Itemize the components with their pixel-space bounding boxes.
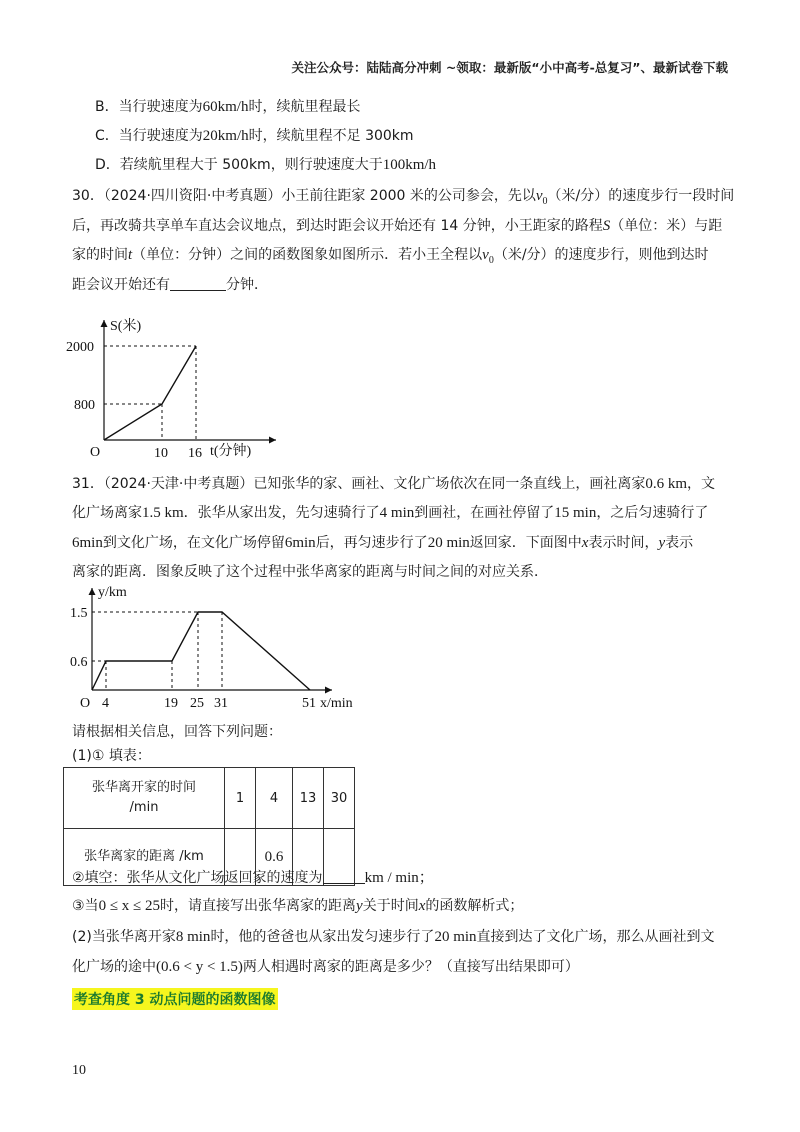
table-col-4: 4 — [256, 768, 293, 829]
table-head-time: 张华离开家的时间 /min — [64, 768, 225, 829]
page-header: 关注公众号：陆陆高分冲刺 ~领取：最新版“小中高考-总复习”、最新试卷下载 — [291, 60, 728, 75]
table-col-30: 30 — [324, 768, 355, 829]
origin-label: O — [80, 696, 91, 711]
part-1-1: (1)① 填表： — [72, 748, 151, 764]
x-tick-16: 16 — [188, 446, 202, 461]
x-tick-25: 25 — [190, 696, 204, 711]
graph-distance-time-q30 — [64, 308, 304, 468]
page-number: 10 — [72, 1063, 86, 1078]
x-tick-4: 4 — [102, 696, 109, 711]
q30-line-1: 30．（2024·四川资阳·中考真题）小王前往距家 2000 米的公司参会，先以$v_0$（米/分）的速度步行一段时间 — [72, 188, 735, 207]
y-axis-label: S(米) — [110, 319, 142, 334]
y-tick-1-5: 1.5 — [70, 606, 88, 621]
part-2-line-1: (2)当张华离开家8 min时，他的爸爸也从家出发匀速步行了20 min直接到达了文化广场，那么从画社到文 — [72, 929, 715, 945]
graph-distance-time-q31 — [64, 582, 374, 714]
q31-line-2: 化广场离家1.5 km．张华从家出发，先匀速骑行了4 min到画社，在画社停留了15 min，之后匀速骑行了 — [72, 505, 709, 521]
speed-blank[interactable] — [323, 869, 365, 884]
table-col-13: 13 — [293, 768, 324, 829]
x-tick-31: 31 — [214, 696, 228, 711]
q30-line-2: 后，再改骑共享单车直达会议地点，到达时距会议开始还有 14 分钟，小王距家的路程S（单位：米）与距 — [72, 218, 723, 234]
x-axis-label: t(分钟) — [210, 444, 252, 459]
q30-line-3: 家的时间t（单位：分钟）之间的函数图象如图所示．若小王全程以$v_0$（米/分）的速度步行，则他到达时 — [72, 247, 709, 266]
q31-line-1: 31．（2024·天津·中考真题）已知张华的家、画社、文化广场依次在同一条直线上，画社离家0.6 km，文 — [72, 476, 716, 492]
table-cell-4: 0.6 — [256, 829, 293, 886]
answer-blank[interactable] — [170, 276, 226, 291]
part-1-3: ③当0 ≤ x ≤ 25时，请直接写出张华离家的距离y关于时间x的函数解析式； — [72, 898, 524, 914]
part-2-line-2: 化广场的途中(0.6 < y < 1.5)两人相遇时离家的距离是多少？（直接写出结果即可） — [72, 959, 579, 975]
x-tick-51: 51 — [302, 696, 316, 711]
option-b: B．当行驶速度为60km/h时，续航里程最长 — [95, 99, 361, 115]
q30-line-4: 距会议开始还有 分钟． — [72, 277, 268, 293]
q31-line-3: 6min到文化广场，在文化广场停留6min后，再匀速步行了20 min返回家．下面图中x表示时间，y表示 — [72, 535, 694, 551]
table-col-1: 1 — [225, 768, 256, 829]
table-head-distance: 张华离家的距离 /km — [64, 829, 225, 886]
distance-line — [92, 612, 310, 690]
questions-intro: 请根据相关信息，回答下列问题： — [72, 724, 282, 740]
y-axis-label: y/km — [98, 585, 127, 600]
x-tick-19: 19 — [164, 696, 178, 711]
q31-line-4: 离家的距离．图象反映了这个过程中张华离家的距离与时间之间的对应关系． — [72, 564, 548, 580]
y-tick-2000: 2000 — [66, 340, 94, 355]
option-c: C．当行驶速度为20km/h时，续航里程不足 300km — [95, 128, 414, 144]
y-tick-0-6: 0.6 — [70, 655, 88, 670]
distance-line — [104, 346, 196, 440]
x-tick-10: 10 — [154, 446, 168, 461]
option-d: D．若续航里程大于 500km，则行驶速度大于100km/h — [95, 157, 437, 173]
origin-label: O — [90, 445, 101, 460]
y-tick-800: 800 — [74, 398, 95, 413]
section-title: 考查角度 3 动点问题的函数图像 — [72, 988, 278, 1010]
part-1-2: ②填空：张华从文化广场返回家的速度为 km / min； — [72, 870, 434, 886]
x-axis-label: x/min — [320, 696, 353, 711]
